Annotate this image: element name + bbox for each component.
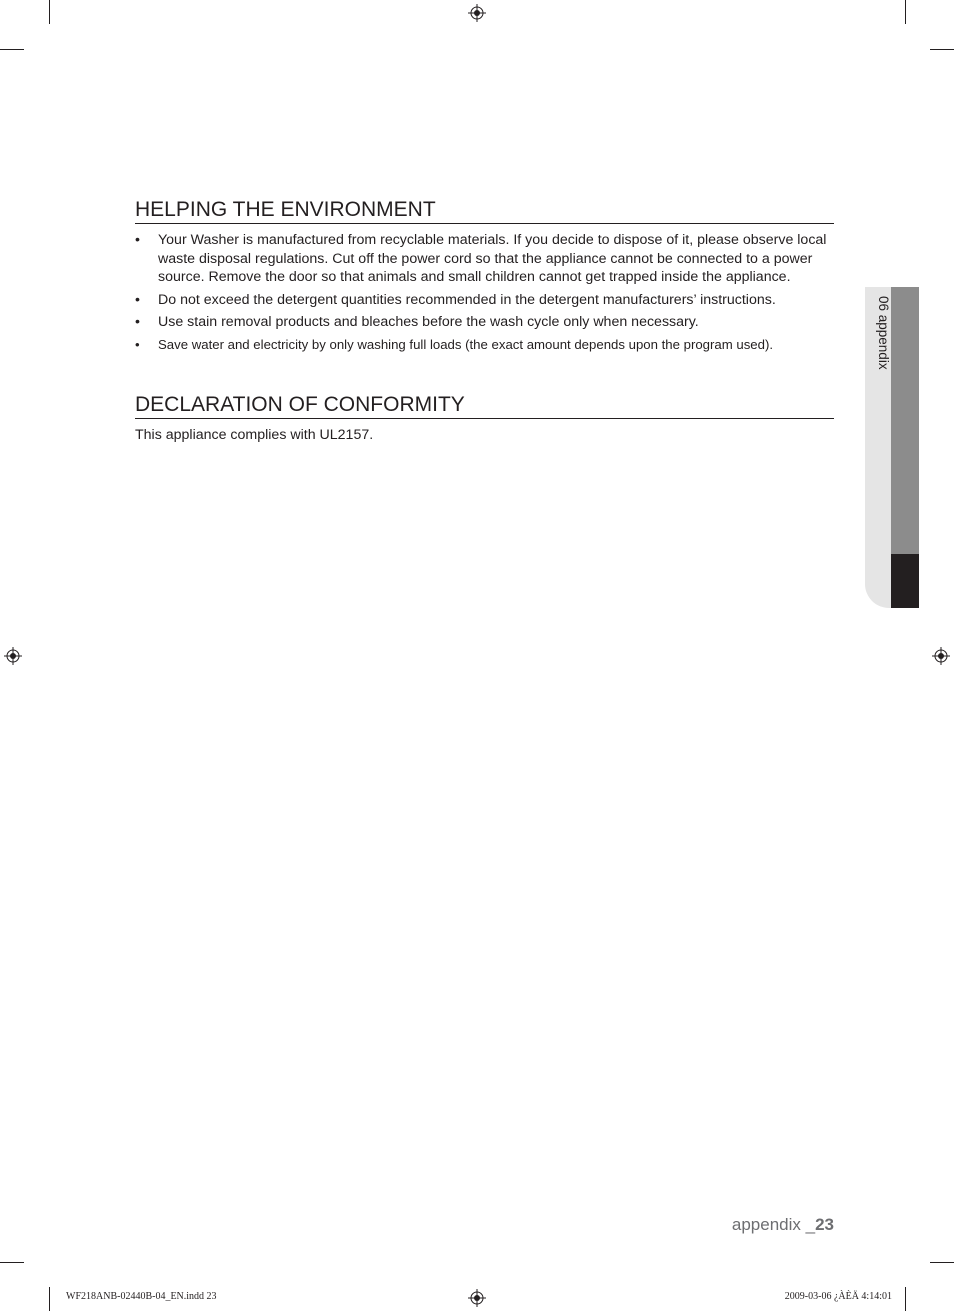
print-slug-right: 2009-03-06 ¿ÀÈÄ 4:14:01 bbox=[784, 1291, 892, 1302]
section-heading: DECLARATION OF CONFORMITY bbox=[135, 393, 834, 419]
crop-mark bbox=[930, 1262, 954, 1263]
bullet-icon: • bbox=[135, 232, 140, 248]
list-item: • Use stain removal products and bleaches before the wash cycle only when necessary. bbox=[135, 314, 699, 330]
bullet-icon: • bbox=[135, 314, 140, 330]
conformity-section bbox=[135, 393, 834, 444]
bullet-list bbox=[135, 231, 834, 354]
crop-mark bbox=[930, 49, 954, 50]
bullet-icon: • bbox=[135, 336, 140, 352]
chapter-tab-bar bbox=[891, 287, 919, 554]
page-number: appendix _23 bbox=[731, 1215, 834, 1234]
environment-section bbox=[135, 198, 834, 358]
chapter-tab-label: 06 appendix bbox=[876, 296, 891, 370]
crop-mark bbox=[0, 1262, 24, 1263]
registration-mark-icon bbox=[468, 4, 486, 22]
section-heading: HELPING THE ENVIRONMENT bbox=[135, 198, 834, 224]
conformity-text: This appliance complies with UL2157. bbox=[135, 427, 374, 443]
crop-mark bbox=[905, 0, 906, 24]
list-item: • Do not exceed the detergent quantities recommended in the detergent manufacturers’ instructions. bbox=[135, 291, 776, 308]
registration-mark-icon bbox=[4, 647, 22, 665]
registration-mark-icon bbox=[932, 647, 950, 665]
crop-mark bbox=[49, 0, 50, 24]
crop-mark bbox=[0, 49, 24, 50]
crop-mark bbox=[49, 1287, 50, 1311]
print-slug-left: WF218ANB-02440B-04_EN.indd 23 bbox=[66, 1291, 217, 1302]
list-item: • Your Washer is manufactured from recyclable materials. If you decide to dispose of it, please observe local waste disposal regulations. Cut off the power cord so that the appliance cannot be connected to a power source. Remove the door so that animals and small children cannot get trapped inside the appliance. bbox=[135, 232, 827, 285]
list-item: • Save water and electricity by only washing full loads (the exact amount depends upon the program used). bbox=[135, 336, 834, 355]
bullet-icon: • bbox=[135, 291, 140, 308]
registration-mark-icon bbox=[468, 1289, 486, 1307]
chapter-tab-marker bbox=[891, 554, 919, 608]
crop-mark bbox=[905, 1287, 906, 1311]
